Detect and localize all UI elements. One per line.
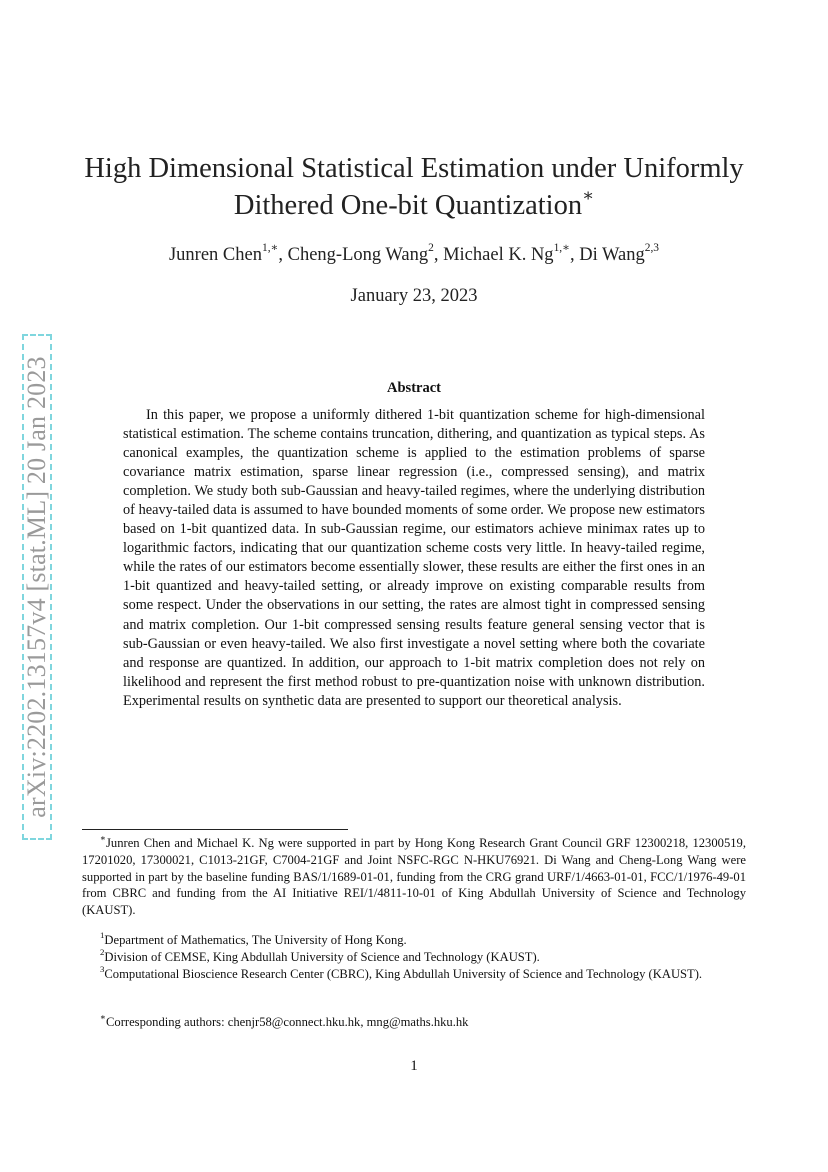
author-affiliation: 1,∗ [261,242,279,255]
author-affiliation: 2,3 [644,242,660,255]
footnote-corresponding [82,1011,746,1031]
footnote-text: Computational Bioscience Research Center (CBRC), King Abdullah University of Science and Technology (KAUST). [104,967,703,981]
footnote-text: Division of CEMSE, King Abdullah University of Science and Technology (KAUST). [104,950,540,964]
footnote-mark: 3 [100,963,105,974]
author-affiliation: 1,∗ [553,242,570,255]
author-list [60,242,768,268]
author-name: Junren Chen [168,245,262,265]
abstract-body: In this paper, we propose a uniformly dithered 1-bit quantization scheme for high-dimensional statistical estimation. The scheme contains truncation, dithering, and quantization as typical steps. As canonical examples, the quantization scheme is applied to the estimation problems of sparse covariance matrix estimation, sparse linear regression (i.e., compressed sensing), and matrix completion. We study both sub-Gaussian and heavy-tailed regimes, where the underlying distribution of heavy-tailed data is assumed to have bounded moments of some order. We propose new estimators based on 1-bit quantized data. In sub-Gaussian regime, our estimators achieve minimax rates up to logarithmic factors, indicating that our quantization scheme costs very little. In heavy-tailed regime, while the rates of our estimators become essentially slower, these results are either the first ones in an 1-bit quantized and heavy-tailed setting, or already improve on existing comparable results from some respect. Under the observations in our setting, the rates are almost tight in compressed sensing and matrix completion. Our 1-bit compressed sensing results feature general sensing vector that is sub-Gaussian or even heavy-tailed. We also first investigate a novel setting where both the covariate and response are quantized. In addition, our approach to 1-bit matrix completion does not rely on likelihood and represent the first method robust to pre-quantization noise with unknown distribution. Experimental results on synthetic data are presented to support our theoretical analysis. [123,407,705,709]
abstract-heading: Abstract [387,380,441,396]
author-name: Michael K. Ng [443,245,554,265]
title-footnote-mark: ∗ [582,184,595,205]
footnote-affiliation-3 [82,963,746,983]
footnote-funding [82,832,746,919]
footnote-affiliation-2 [82,946,746,966]
author-separator: , [433,245,444,265]
author-separator: , [569,245,580,265]
title-line-2: Dithered One-bit Quantization∗ [233,184,595,221]
footnote-mark: ∗ [100,832,106,843]
paper-title [60,150,768,224]
footnote-text: Corresponding authors: chenjr58@connect.hku.hk, mng@maths.hku.hk [106,1015,469,1029]
arxiv-side-stamp [22,334,52,840]
author-name: Di Wang [579,245,645,265]
footnote-text: Department of Mathematics, The University of Hong Kong. [104,933,407,947]
footnote-mark: 2 [100,946,105,957]
author-affiliation: 2 [428,242,434,255]
paper-date: January 23, 2023 [350,286,478,306]
page-number: 1 [410,1058,418,1074]
arxiv-stamp-text: arXiv:2202.13157v4 [stat.ML] 20 Jan 2023 [22,356,52,818]
footnote-divider [82,829,348,830]
author-separator: , [278,245,288,265]
footnote-mark: ∗ [100,1011,106,1022]
author-name: Cheng-Long Wang [287,245,429,265]
footnote-affiliation-1 [82,929,746,949]
title-line-1: High Dimensional Statistical Estimation under Uniformly [84,153,744,184]
footnote-text: Junren Chen and Michael K. Ng were supported in part by Hong Kong Research Grant Council GRF 12300218, 12300519, 17201020, 17300021, C1013-21GF, C7004-21GF and Joint NSFC-RGC N-HKU76921. Di Wang and Cheng-Long Wang were supported in part by the baseline funding BAS/1/1689-01-01, funding from the CRG grand URF/1/4663-01-01, FCC/1/1976-49-01 from CBRC and funding from the AI Initiative REI/1/4811-10-01 of King Abdullah University of Science and Technology (KAUST). [82,836,746,918]
footnote-mark: 1 [100,929,105,940]
